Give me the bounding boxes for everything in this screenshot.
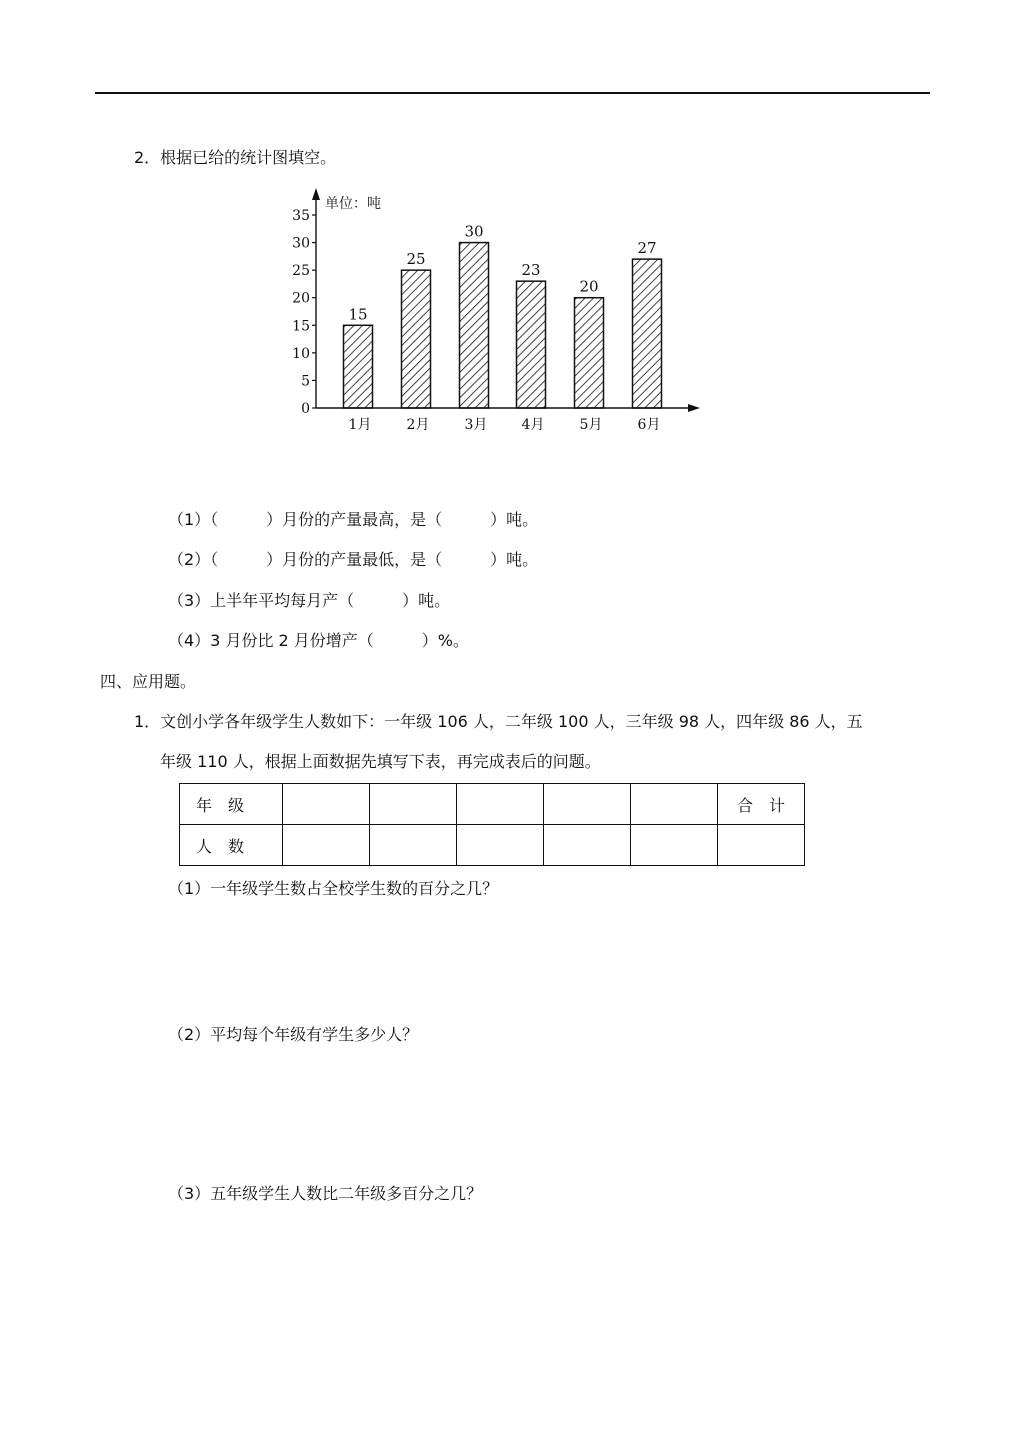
table-cell[interactable] — [457, 784, 544, 825]
fill-question-2: （2）（ ）月份的产量最低，是（ ）吨。 — [168, 550, 539, 569]
y-tick-label: 5 — [301, 373, 310, 390]
fill-question-1: （1）（ ）月份的产量最高，是（ ）吨。 — [168, 510, 539, 529]
bar-value-label: 15 — [348, 305, 368, 324]
question-1-line-2: 年级 110 人，根据上面数据先填写下表，再完成表后的问题。 — [160, 752, 601, 771]
y-tick-label: 15 — [292, 318, 310, 335]
total-value-cell[interactable] — [718, 825, 805, 866]
table-cell[interactable] — [631, 784, 718, 825]
y-tick-label: 30 — [292, 235, 310, 252]
x-tick-label: 5月 — [579, 417, 603, 433]
bar — [575, 298, 604, 408]
y-tick-label: 20 — [292, 290, 310, 307]
table-cell[interactable] — [283, 825, 370, 866]
fill-question-3: （3）上半年平均每月产（ ）吨。 — [168, 591, 451, 610]
table-cell[interactable] — [370, 784, 457, 825]
grade-header-cell: 年 级 — [180, 784, 283, 825]
table-row — [180, 825, 805, 866]
sub-question-1: （1）一年级学生数占全校学生数的百分之几？ — [168, 879, 499, 898]
bar — [402, 270, 431, 408]
table-cell[interactable] — [544, 784, 631, 825]
fill-question-4: （4）3 月份比 2 月份增产（ ）%。 — [168, 631, 470, 650]
table-cell[interactable] — [544, 825, 631, 866]
section-heading: 四、应用题。 — [100, 672, 197, 691]
total-header-cell: 合 计 — [718, 784, 805, 825]
bar-value-label: 20 — [579, 277, 599, 296]
bar-chart — [0, 0, 1024, 470]
table-cell[interactable] — [283, 784, 370, 825]
grade-table — [179, 783, 805, 866]
y-tick-label: 25 — [292, 263, 310, 280]
sub-question-3: （3）五年级学生人数比二年级多百分之几？ — [168, 1184, 483, 1203]
x-tick-label: 6月 — [637, 417, 661, 433]
bar-value-label: 23 — [521, 261, 541, 280]
bar-value-label: 30 — [464, 222, 484, 241]
bar — [517, 281, 546, 408]
question-2-title: 2．根据已给的统计图填空。 — [134, 148, 337, 167]
x-tick-label: 2月 — [406, 417, 430, 433]
question-1-line-1: 1．文创小学各年级学生人数如下：一年级 106 人，二年级 100 人，三年级 98 人，四年级 86 人，五 — [134, 712, 863, 731]
x-tick-label: 1月 — [348, 417, 372, 433]
count-header-cell: 人 数 — [180, 825, 283, 866]
sub-question-2: （2）平均每个年级有学生多少人？ — [168, 1025, 419, 1044]
y-unit-label: 单位：吨 — [325, 196, 381, 212]
x-tick-label: 3月 — [464, 417, 488, 433]
y-tick-label: 0 — [301, 401, 310, 417]
bar — [344, 325, 373, 408]
x-tick-label: 4月 — [521, 417, 545, 433]
x-axis-arrow — [688, 404, 700, 412]
bar-value-label: 27 — [637, 239, 657, 258]
table-cell[interactable] — [457, 825, 544, 866]
bar — [460, 243, 489, 408]
bar — [633, 259, 662, 408]
table-cell[interactable] — [370, 825, 457, 866]
table-cell[interactable] — [631, 825, 718, 866]
y-axis-arrow — [312, 188, 320, 200]
y-tick-label: 10 — [292, 345, 310, 362]
y-tick-label: 35 — [292, 208, 310, 224]
bar-value-label: 25 — [406, 250, 426, 269]
table-row — [180, 784, 805, 825]
